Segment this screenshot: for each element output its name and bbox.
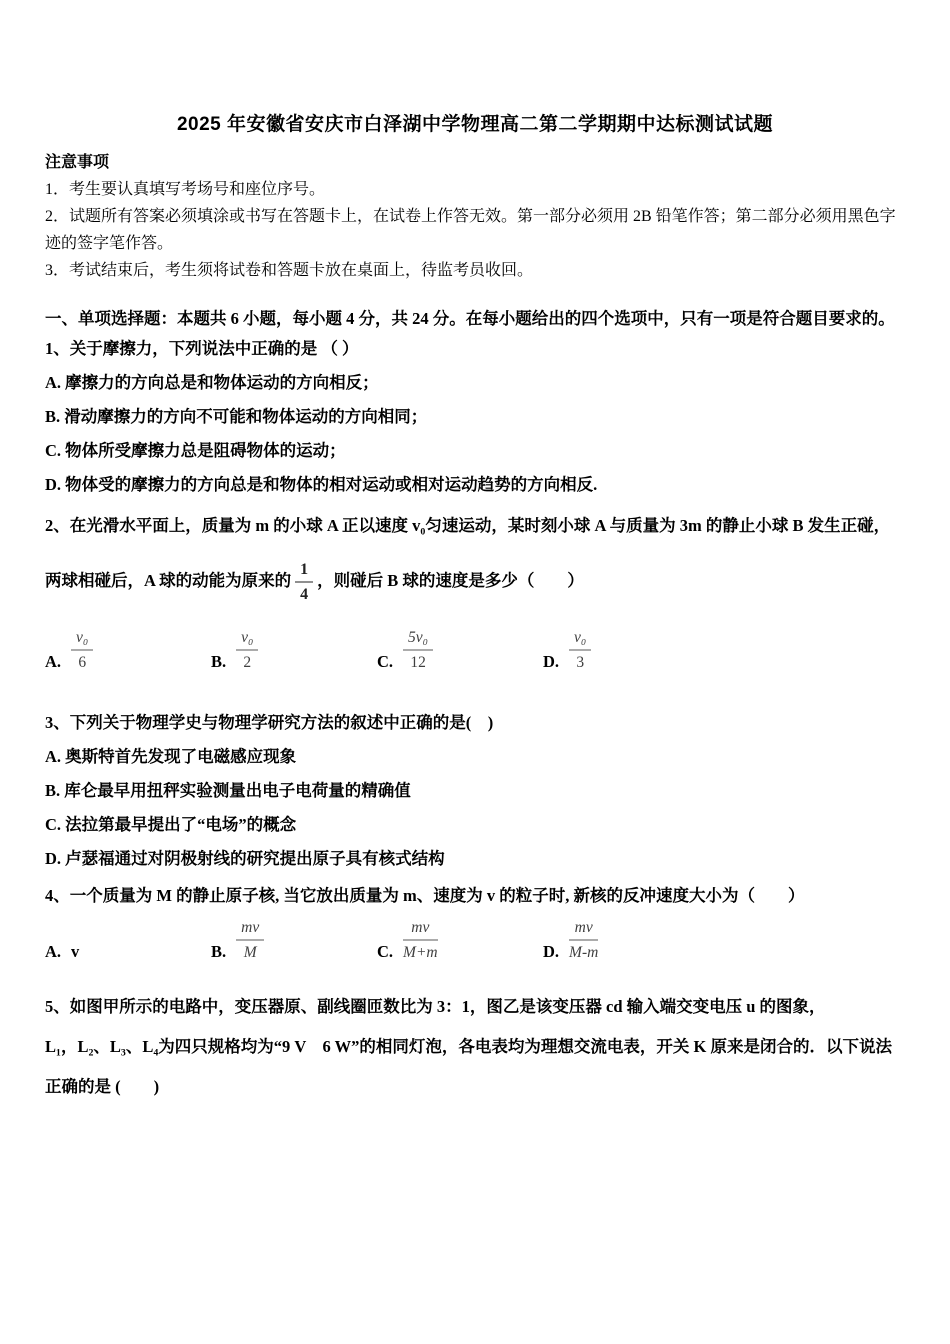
fraction-denominator: M-m bbox=[569, 944, 599, 961]
option-letter: C. bbox=[377, 942, 394, 961]
fraction-numerator: v₀ bbox=[71, 628, 93, 651]
option-fraction bbox=[403, 918, 438, 962]
question-3-stem: 3、下列关于物理学史与物理学研究方法的叙述中正确的是( ) bbox=[45, 713, 494, 732]
notice-heading: 注意事项 bbox=[45, 154, 110, 171]
exam-title: 2025 年安徽省安庆市白泽湖中学物理高二第二学期期中达标测试试题 bbox=[176, 114, 774, 135]
option-fraction bbox=[236, 918, 264, 962]
option-fraction bbox=[403, 628, 433, 672]
option-fraction bbox=[569, 918, 598, 962]
question-4-options-row bbox=[45, 916, 905, 962]
fraction-numerator: mv bbox=[236, 918, 264, 941]
question-2-stem-suffix: ，则碰后 B 球的速度是多少（ ） bbox=[317, 570, 584, 590]
question-3-option-b: B. 库仑最早用扭秤实验测量出电子电荷量的精确值 bbox=[45, 781, 411, 800]
question-2-stem-line-1: 2、在光滑水平面上，质量为 m 的小球 A 正以速度 v₀匀速运动，某时刻小球 A 与质量为 3m 的静止小球 B 发生正碰， bbox=[45, 516, 891, 535]
option-letter: C. bbox=[377, 652, 394, 671]
question-1-stem: 1、关于摩擦力，下列说法中正确的是 （ ） bbox=[45, 339, 359, 358]
question-3 bbox=[45, 712, 905, 869]
question-4 bbox=[45, 885, 905, 962]
option-letter: D. bbox=[543, 652, 560, 671]
option-fraction bbox=[236, 628, 258, 672]
question-2-stem-line-2 bbox=[45, 560, 905, 604]
option-value: v bbox=[71, 942, 80, 961]
fraction-numerator: 5v₀ bbox=[403, 628, 433, 651]
notice-section bbox=[45, 150, 905, 284]
fraction-numerator: mv bbox=[403, 918, 438, 941]
question-1 bbox=[45, 338, 905, 495]
question-4-option-d bbox=[543, 918, 709, 962]
question-5-stem-line-2: L₁，L₂、L₃、L₄为四只规格均为“9 V 6 W”的相同灯泡，各电表均为理想交流电表，开关 K 原来是闭合的．以下说法 bbox=[45, 1037, 892, 1056]
question-4-stem: 4、一个质量为 M 的静止原子核, 当它放出质量为 m、速度为 v 的粒子时, 新核的反冲速度大小为（ ） bbox=[45, 886, 805, 905]
question-5-stem-line-1: 5、如图甲所示的电路中，变压器原、副线圈匝数比为 3：1，图乙是该变压器 cd 输入端交变电压 u 的图象， bbox=[45, 997, 826, 1016]
question-2 bbox=[45, 515, 905, 672]
question-1-option-a: A. 摩擦力的方向总是和物体运动的方向相反； bbox=[45, 373, 379, 392]
question-4-option-c bbox=[377, 918, 543, 962]
fraction-denominator: 12 bbox=[410, 654, 426, 671]
fraction-denominator: 2 bbox=[243, 654, 252, 671]
notice-item-1: 1．考生要认真填写考场号和座位序号。 bbox=[45, 181, 326, 198]
section-1-heading: 一、单项选择题：本题共 6 小题，每小题 4 分，共 24 分。在每小题给出的四个选项中，只有一项是符合题目要求的。 bbox=[45, 309, 895, 328]
question-3-option-a: A. 奥斯特首先发现了电磁感应现象 bbox=[45, 747, 297, 766]
question-5-stem-line-3: 正确的是 ( ) bbox=[45, 1077, 160, 1096]
fraction-denominator: M+m bbox=[403, 944, 438, 961]
notice-item-2: 2．试题所有答案必须填涂或书写在答题卡上，在试卷上作答无效。第一部分必须用 2B 铅笔作答；第二部分必须用黑色字迹的签字笔作答。 bbox=[45, 208, 896, 252]
option-letter: D. bbox=[543, 942, 560, 961]
question-1-option-b: B. 滑动摩擦力的方向不可能和物体运动的方向相同； bbox=[45, 407, 428, 426]
option-letter: A. bbox=[45, 942, 62, 961]
fraction-denominator: M bbox=[243, 944, 257, 961]
option-fraction bbox=[569, 628, 591, 672]
option-letter: A. bbox=[45, 652, 62, 671]
question-2-options-row bbox=[45, 626, 905, 672]
fraction-numerator: v₀ bbox=[569, 628, 591, 651]
question-2-option-c bbox=[377, 628, 543, 672]
question-1-option-d: D. 物体受的摩擦力的方向总是和物体的相对运动或相对运动趋势的方向相反. bbox=[45, 475, 598, 494]
fraction-denominator: 3 bbox=[576, 654, 585, 671]
question-4-option-b bbox=[211, 918, 377, 962]
fraction-denominator: 6 bbox=[78, 654, 87, 671]
fraction-numerator: v₀ bbox=[236, 628, 258, 651]
question-2-option-b bbox=[211, 628, 377, 672]
question-2-option-d bbox=[543, 628, 709, 672]
question-5 bbox=[45, 996, 905, 1097]
fraction-denominator: 4 bbox=[300, 586, 309, 603]
option-letter: B. bbox=[211, 942, 227, 961]
fraction-numerator: 1 bbox=[295, 560, 313, 583]
question-2-option-a bbox=[45, 628, 211, 672]
fraction-numerator: mv bbox=[569, 918, 598, 941]
option-fraction bbox=[71, 628, 93, 672]
question-1-option-c: C. 物体所受摩擦力总是阻碍物体的运动； bbox=[45, 441, 346, 460]
notice-item-3: 3．考试结束后，考生须将试卷和答题卡放在桌面上，待监考员收回。 bbox=[45, 262, 534, 279]
option-letter: B. bbox=[211, 652, 227, 671]
fraction-one-quarter bbox=[295, 560, 313, 604]
question-3-option-d: D. 卢瑟福通过对阴极射线的研究提出原子具有核式结构 bbox=[45, 849, 445, 868]
question-4-option-a bbox=[45, 942, 211, 962]
question-2-stem-prefix: 两球相碰后，A 球的动能为原来的 bbox=[45, 570, 292, 590]
question-3-option-c: C. 法拉第最早提出了“电场”的概念 bbox=[45, 815, 297, 834]
